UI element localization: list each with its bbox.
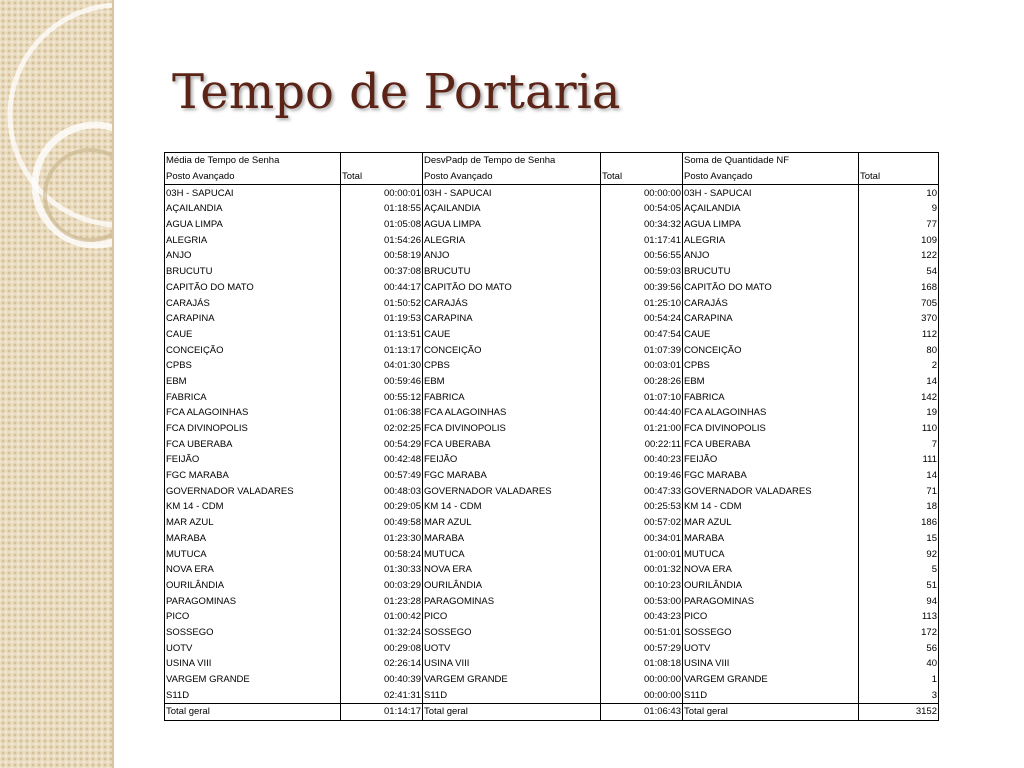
table-cell: CAUE — [423, 327, 601, 343]
table-cell: FCA UBERABA — [423, 436, 601, 452]
table-cell: 00:29:08 — [341, 640, 423, 656]
table-cell: ALEGRIA — [423, 232, 601, 248]
table-cell: 01:21:00 — [601, 421, 683, 437]
table-cell: 80 — [859, 342, 939, 358]
table-cell: 00:54:24 — [601, 311, 683, 327]
table-cell: CAUE — [683, 327, 859, 343]
table-cell: 109 — [859, 232, 939, 248]
table-cell: Posto Avançado — [165, 169, 341, 185]
table-cell: UOTV — [423, 640, 601, 656]
table-row — [165, 687, 939, 703]
table-cell: UOTV — [165, 640, 341, 656]
table-cell: SOSSEGO — [165, 625, 341, 641]
table-row — [165, 436, 939, 452]
table-cell: MUTUCA — [165, 546, 341, 562]
table-cell: 03H - SAPUCAI — [165, 185, 341, 201]
table-cell: PARAGOMINAS — [423, 593, 601, 609]
table-row — [165, 342, 939, 358]
table-cell: ALEGRIA — [683, 232, 859, 248]
table-cell: 00:22:11 — [601, 436, 683, 452]
table-cell: KM 14 - CDM — [165, 499, 341, 515]
table-cell: 00:03:01 — [601, 358, 683, 374]
table-cell: FEIJÃO — [423, 452, 601, 468]
table-cell: MAR AZUL — [423, 515, 601, 531]
table-cell: MUTUCA — [683, 546, 859, 562]
table-cell: CPBS — [423, 358, 601, 374]
table-cell: VARGEM GRANDE — [683, 672, 859, 688]
table-cell: 54 — [859, 264, 939, 280]
table-cell: USINA VIII — [683, 656, 859, 672]
table-cell: 00:40:39 — [341, 672, 423, 688]
table-cell: PARAGOMINAS — [165, 593, 341, 609]
table-cell: Soma de Quantidade NF — [683, 153, 859, 169]
table-row — [165, 374, 939, 390]
table-cell: CARAJÁS — [683, 295, 859, 311]
table-cell: FCA ALAGOINHAS — [165, 405, 341, 421]
table-cell: 01:25:10 — [601, 295, 683, 311]
table-cell: 01:17:41 — [601, 232, 683, 248]
total-row — [165, 704, 939, 721]
table-row — [165, 578, 939, 594]
table-cell: 01:50:52 — [341, 295, 423, 311]
table-cell: CPBS — [165, 358, 341, 374]
table-cell: OURILÂNDIA — [423, 578, 601, 594]
table-cell: 00:00:00 — [601, 672, 683, 688]
table-row — [165, 593, 939, 609]
table-cell: GOVERNADOR VALADARES — [423, 483, 601, 499]
table-cell: USINA VIII — [423, 656, 601, 672]
table-cell: FEIJÃO — [165, 452, 341, 468]
table-cell: 186 — [859, 515, 939, 531]
table-cell: 94 — [859, 593, 939, 609]
header-row — [165, 169, 939, 185]
table-row — [165, 248, 939, 264]
table-cell: 01:13:17 — [341, 342, 423, 358]
table-cell: FCA ALAGOINHAS — [683, 405, 859, 421]
table-cell: NOVA ERA — [423, 562, 601, 578]
table-row — [165, 185, 939, 201]
table-cell: FCA UBERABA — [165, 436, 341, 452]
table-cell: CAUE — [165, 327, 341, 343]
table-row — [165, 468, 939, 484]
table-cell: S11D — [423, 687, 601, 703]
table-cell: GOVERNADOR VALADARES — [165, 483, 341, 499]
table-cell: FCA DIVINOPOLIS — [683, 421, 859, 437]
table-cell: FGC MARABA — [683, 468, 859, 484]
table-row — [165, 232, 939, 248]
table-row — [165, 280, 939, 296]
table-cell: 00:59:03 — [601, 264, 683, 280]
table-cell: BRUCUTU — [683, 264, 859, 280]
table-cell: 172 — [859, 625, 939, 641]
table-cell: S11D — [683, 687, 859, 703]
table-cell: CARAPINA — [165, 311, 341, 327]
table-cell: 03H - SAPUCAI — [683, 185, 859, 201]
table-cell: 142 — [859, 389, 939, 405]
table-cell: DesvPadp de Tempo de Senha — [423, 153, 601, 169]
table-cell: 01:07:10 — [601, 389, 683, 405]
table-row — [165, 358, 939, 374]
table-cell: 01:06:43 — [601, 704, 683, 721]
table-cell: 00:47:54 — [601, 327, 683, 343]
table-row — [165, 515, 939, 531]
table-cell: 00:59:46 — [341, 374, 423, 390]
slide-title: Tempo de Portaria — [172, 64, 621, 120]
table-row — [165, 389, 939, 405]
table-cell: FABRICA — [165, 389, 341, 405]
table-cell: SOSSEGO — [423, 625, 601, 641]
table-row — [165, 264, 939, 280]
table-cell: 2 — [859, 358, 939, 374]
table-cell: 51 — [859, 578, 939, 594]
table-cell: CAPITÃO DO MATO — [683, 280, 859, 296]
table-cell: 01:18:55 — [341, 201, 423, 217]
table-cell: 00:00:01 — [341, 185, 423, 201]
table-cell: 00:29:05 — [341, 499, 423, 515]
table-cell: ANJO — [423, 248, 601, 264]
table-row — [165, 499, 939, 515]
table-cell: 1 — [859, 672, 939, 688]
table-cell: 370 — [859, 311, 939, 327]
table-cell: Total — [859, 169, 939, 185]
table-cell: FCA DIVINOPOLIS — [165, 421, 341, 437]
table-cell: 01:00:01 — [601, 546, 683, 562]
table-cell: CARAJÁS — [423, 295, 601, 311]
table-cell: UOTV — [683, 640, 859, 656]
table-cell: ANJO — [165, 248, 341, 264]
table-cell — [859, 153, 939, 169]
table-cell: 00:40:23 — [601, 452, 683, 468]
table-cell: FCA ALAGOINHAS — [423, 405, 601, 421]
table-cell: 00:49:58 — [341, 515, 423, 531]
table-cell: CONCEIÇÃO — [683, 342, 859, 358]
table-cell: 00:00:00 — [601, 185, 683, 201]
table-cell: 02:02:25 — [341, 421, 423, 437]
table-cell: Total — [341, 169, 423, 185]
table-cell: 9 — [859, 201, 939, 217]
table-cell: 01:54:26 — [341, 232, 423, 248]
table-cell: 00:51:01 — [601, 625, 683, 641]
table-cell: 00:47:33 — [601, 483, 683, 499]
table-cell: 00:37:08 — [341, 264, 423, 280]
table-cell: 01:30:33 — [341, 562, 423, 578]
table-cell: CARAPINA — [683, 311, 859, 327]
table-cell: 01:14:17 — [341, 704, 423, 721]
table-cell: CAPITÃO DO MATO — [423, 280, 601, 296]
table-cell: KM 14 - CDM — [423, 499, 601, 515]
table-cell: 15 — [859, 531, 939, 547]
table-cell: 00:42:48 — [341, 452, 423, 468]
table-row — [165, 311, 939, 327]
table-row — [165, 609, 939, 625]
table-row — [165, 546, 939, 562]
table-cell: MAR AZUL — [165, 515, 341, 531]
table-cell: KM 14 - CDM — [683, 499, 859, 515]
table-cell: 00:34:01 — [601, 531, 683, 547]
table-cell: EBM — [165, 374, 341, 390]
table-cell: CONCEIÇÃO — [165, 342, 341, 358]
table-cell: FEIJÃO — [683, 452, 859, 468]
table-cell: VARGEM GRANDE — [423, 672, 601, 688]
table-cell: 00:54:29 — [341, 436, 423, 452]
table-cell: EBM — [423, 374, 601, 390]
table-cell: 19 — [859, 405, 939, 421]
table-cell: EBM — [683, 374, 859, 390]
table-row — [165, 672, 939, 688]
table-cell: Total geral — [165, 704, 341, 721]
table-cell: BRUCUTU — [165, 264, 341, 280]
table-cell: 00:57:29 — [601, 640, 683, 656]
table-cell: 00:25:53 — [601, 499, 683, 515]
table-cell: AÇAILANDIA — [423, 201, 601, 217]
table-cell: CAPITÃO DO MATO — [165, 280, 341, 296]
table-row — [165, 656, 939, 672]
table-cell: FCA UBERABA — [683, 436, 859, 452]
table-cell: S11D — [165, 687, 341, 703]
table-cell: 110 — [859, 421, 939, 437]
table-cell: 01:00:42 — [341, 609, 423, 625]
table-cell: 00:55:12 — [341, 389, 423, 405]
table-cell: 00:58:24 — [341, 546, 423, 562]
table-cell: ANJO — [683, 248, 859, 264]
table-cell: SOSSEGO — [683, 625, 859, 641]
table-cell: PARAGOMINAS — [683, 593, 859, 609]
table-cell: 00:19:46 — [601, 468, 683, 484]
table-cell: 01:13:51 — [341, 327, 423, 343]
table-cell: Média de Tempo de Senha — [165, 153, 341, 169]
table-row — [165, 531, 939, 547]
table-cell: 03H - SAPUCAI — [423, 185, 601, 201]
table-cell: 00:54:05 — [601, 201, 683, 217]
table-cell: 00:00:00 — [601, 687, 683, 703]
table-cell: 00:48:03 — [341, 483, 423, 499]
table-cell: 00:03:29 — [341, 578, 423, 594]
table-cell: 01:05:08 — [341, 217, 423, 233]
table-cell: PICO — [683, 609, 859, 625]
table-row — [165, 640, 939, 656]
table-cell: FGC MARABA — [423, 468, 601, 484]
table-cell: 01:23:30 — [341, 531, 423, 547]
table-cell: PICO — [423, 609, 601, 625]
table-cell: Posto Avançado — [423, 169, 601, 185]
table-cell: CPBS — [683, 358, 859, 374]
table-cell — [341, 153, 423, 169]
table-cell: 92 — [859, 546, 939, 562]
table-cell: PICO — [165, 609, 341, 625]
table-row — [165, 201, 939, 217]
table-cell: 00:57:49 — [341, 468, 423, 484]
table-cell: 10 — [859, 185, 939, 201]
table-cell: ALEGRIA — [165, 232, 341, 248]
table-cell: 01:32:24 — [341, 625, 423, 641]
header-row — [165, 153, 939, 169]
table-row — [165, 483, 939, 499]
table-cell: 113 — [859, 609, 939, 625]
table-cell: 112 — [859, 327, 939, 343]
table-cell: CONCEIÇÃO — [423, 342, 601, 358]
table-cell: CARAPINA — [423, 311, 601, 327]
table-row — [165, 327, 939, 343]
table-cell: USINA VIII — [165, 656, 341, 672]
table-cell: 02:26:14 — [341, 656, 423, 672]
table-cell: AÇAILANDIA — [683, 201, 859, 217]
table-cell: 5 — [859, 562, 939, 578]
table-cell: BRUCUTU — [423, 264, 601, 280]
table-cell: AGUA LIMPA — [683, 217, 859, 233]
table-cell: 168 — [859, 280, 939, 296]
table-row — [165, 452, 939, 468]
table-cell: FABRICA — [683, 389, 859, 405]
table-cell: AÇAILANDIA — [165, 201, 341, 217]
table-cell: 04:01:30 — [341, 358, 423, 374]
table-cell: NOVA ERA — [683, 562, 859, 578]
table-cell: 00:10:23 — [601, 578, 683, 594]
table-row — [165, 562, 939, 578]
table-row — [165, 217, 939, 233]
table-cell: 00:43:23 — [601, 609, 683, 625]
table-cell: NOVA ERA — [165, 562, 341, 578]
table-cell: 01:19:53 — [341, 311, 423, 327]
table-cell: 71 — [859, 483, 939, 499]
table-cell: AGUA LIMPA — [423, 217, 601, 233]
table-cell: Total — [601, 169, 683, 185]
table-cell: 3 — [859, 687, 939, 703]
table-cell: 01:06:38 — [341, 405, 423, 421]
table-cell: 00:39:56 — [601, 280, 683, 296]
table-cell: MAR AZUL — [683, 515, 859, 531]
table-cell: 18 — [859, 499, 939, 515]
table-cell: AGUA LIMPA — [165, 217, 341, 233]
data-table — [164, 152, 939, 721]
table-cell: VARGEM GRANDE — [165, 672, 341, 688]
table-row — [165, 295, 939, 311]
table-cell: MARABA — [165, 531, 341, 547]
table-cell: 00:01:32 — [601, 562, 683, 578]
table-cell: Total geral — [423, 704, 601, 721]
table-cell — [601, 153, 683, 169]
table-cell: 00:44:40 — [601, 405, 683, 421]
table-cell: 77 — [859, 217, 939, 233]
table-row — [165, 421, 939, 437]
table-cell: 122 — [859, 248, 939, 264]
table-cell: 111 — [859, 452, 939, 468]
table-cell: 00:28:26 — [601, 374, 683, 390]
table-cell: FCA DIVINOPOLIS — [423, 421, 601, 437]
table-cell: 56 — [859, 640, 939, 656]
table-cell: 01:08:18 — [601, 656, 683, 672]
table-cell: 00:58:19 — [341, 248, 423, 264]
table-cell: 7 — [859, 436, 939, 452]
table-cell: 01:07:39 — [601, 342, 683, 358]
table-cell: 00:56:55 — [601, 248, 683, 264]
table-cell: 01:23:28 — [341, 593, 423, 609]
side-panel-edge — [112, 0, 114, 768]
table-cell: 705 — [859, 295, 939, 311]
table-cell: Total geral — [683, 704, 859, 721]
decorative-side-panel — [0, 0, 112, 768]
table-cell: OURILÂNDIA — [683, 578, 859, 594]
table-cell: MARABA — [423, 531, 601, 547]
table-cell: 00:57:02 — [601, 515, 683, 531]
decorative-rings — [0, 0, 112, 768]
table-cell: 02:41:31 — [341, 687, 423, 703]
table-cell: 40 — [859, 656, 939, 672]
table-cell: Posto Avançado — [683, 169, 859, 185]
table-cell: MUTUCA — [423, 546, 601, 562]
table-row — [165, 405, 939, 421]
table-cell: GOVERNADOR VALADARES — [683, 483, 859, 499]
table-cell: FABRICA — [423, 389, 601, 405]
table-row — [165, 625, 939, 641]
table-cell: CARAJÁS — [165, 295, 341, 311]
table-cell: 14 — [859, 374, 939, 390]
table-cell: MARABA — [683, 531, 859, 547]
table-cell: FGC MARABA — [165, 468, 341, 484]
table-cell: 00:53:00 — [601, 593, 683, 609]
table-cell: 3152 — [859, 704, 939, 721]
table-cell: 14 — [859, 468, 939, 484]
table-cell: OURILÂNDIA — [165, 578, 341, 594]
table-cell: 00:44:17 — [341, 280, 423, 296]
table-cell: 00:34:32 — [601, 217, 683, 233]
